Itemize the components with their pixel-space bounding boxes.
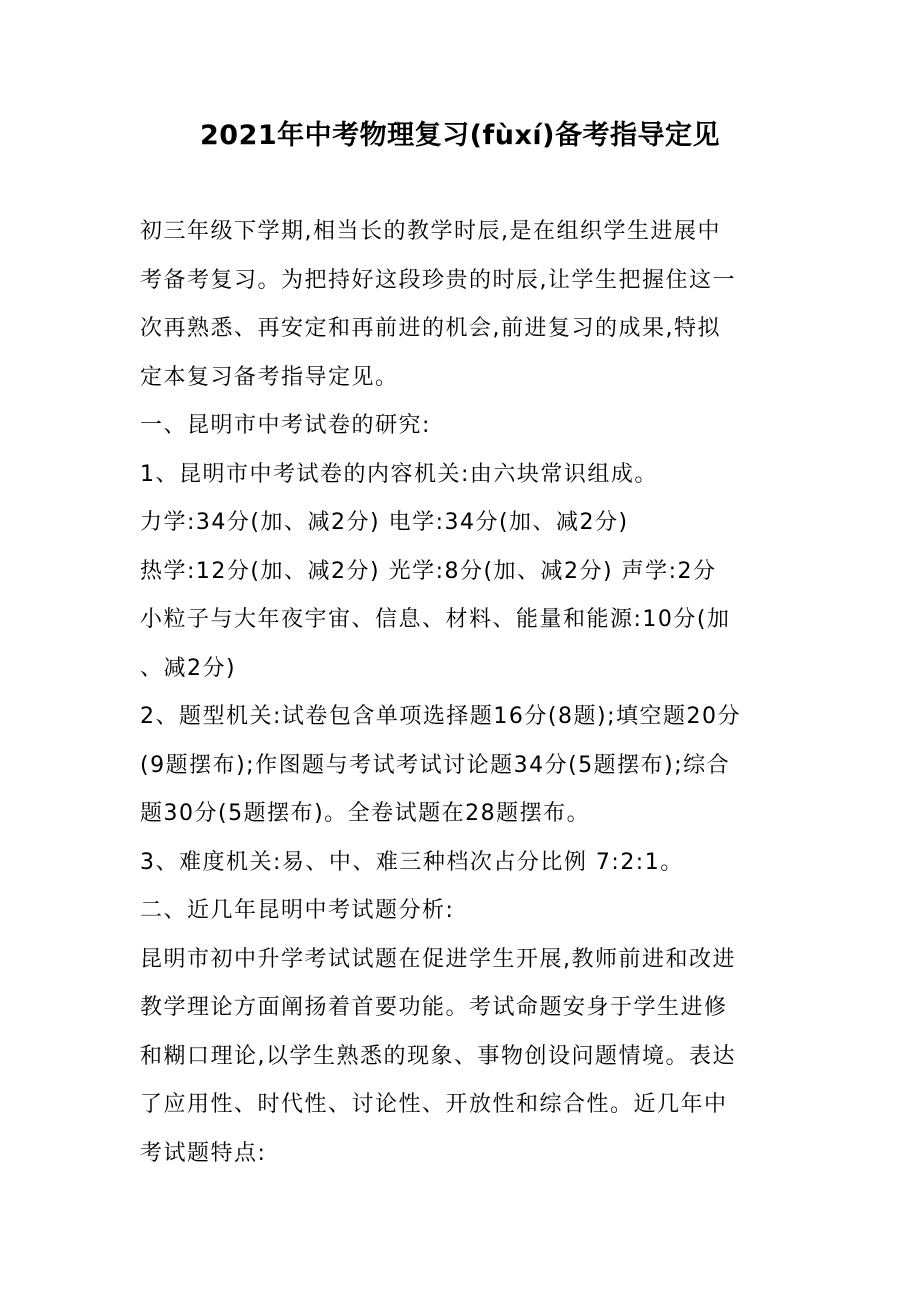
text-line: 小粒子与大年夜宇宙、信息、材料、能量和能源:10分(加 <box>140 607 731 632</box>
text-line: 了应用性、时代性、讨论性、开放性和综合性。近几年中 <box>140 1092 728 1117</box>
text-line: 教学理论方面阐扬着首要功能。考试命题安身于学生进修 <box>140 995 728 1020</box>
text-line: 初三年级下学期,相当长的教学时辰,是在组织学生进展中 <box>140 219 721 244</box>
text-line: 、减2分) <box>140 655 237 681</box>
text-line: (9题摆布);作图题与考试考试讨论题34分(5题摆布);综合 <box>140 752 731 778</box>
document-body <box>140 208 780 1178</box>
text-line: 考备考复习。为把持好这段珍贵的时辰,让学生把握住这一 <box>140 267 736 293</box>
section-heading: 一、昆明市中考试卷的研究: <box>140 413 431 438</box>
text-line: 3、难度机关:易、中、难三种档次占分比例 7:2:1。 <box>140 849 684 875</box>
section-heading: 二、近几年昆明中考试题分析: <box>140 898 455 923</box>
text-line: 和糊口理论,以学生熟悉的现象、事物创设问题情境。表达 <box>140 1043 736 1069</box>
text-line: 2、题型机关:试卷包含单项选择题16分(8题);填空题20分 <box>140 704 741 729</box>
text-line: 次再熟悉、再安定和再前进的机会,前进复习的成果,特拟 <box>140 316 721 341</box>
text-line: 热学:12分(加、减2分) 光学:8分(加、减2分) 声学:2分 <box>140 558 717 584</box>
text-line: 力学:34分(加、减2分) 电学:34分(加、减2分) <box>140 510 629 535</box>
text-line: 1、昆明市中考试卷的内容机关:由六块常识组成。 <box>140 461 658 487</box>
text-line: 考试题特点: <box>140 1140 267 1166</box>
text-line: 昆明市初中升学考试试题在促进学生开展,教师前进和改进 <box>140 946 736 972</box>
text-line: 定本复习备考指导定见。 <box>140 364 399 390</box>
document-title: 2021年中考物理复习(fùxí)备考指导定见 <box>200 120 720 151</box>
text-line: 题30分(5题摆布)。全卷试题在28题摆布。 <box>140 801 591 826</box>
